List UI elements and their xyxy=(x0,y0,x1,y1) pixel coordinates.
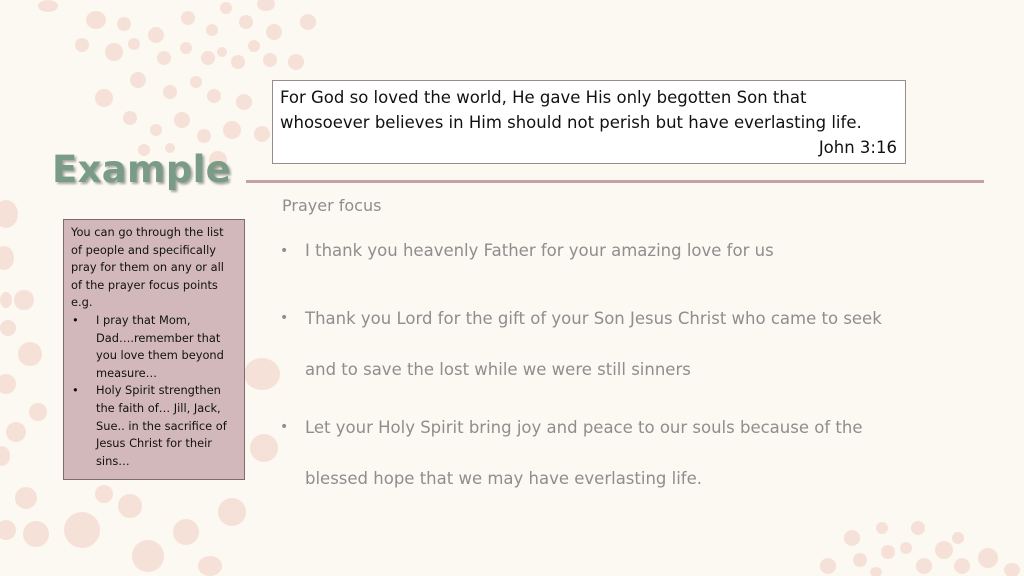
prayer-item-line: and to save the lost while we were still sinners xyxy=(305,360,691,379)
prayer-focus-list xyxy=(280,236,940,511)
verse-text-line-1: For God so loved the world, He gave His only begotten Son that xyxy=(280,88,807,107)
prayer-item xyxy=(280,236,940,266)
note-example-list xyxy=(71,312,238,470)
bullet-icon: • xyxy=(72,312,79,327)
divider-line xyxy=(246,180,984,183)
slide-title: Example xyxy=(52,148,232,191)
bullet-icon: • xyxy=(280,243,289,259)
prayer-item-line: blessed hope that we may have everlasting life. xyxy=(305,469,703,488)
bullet-icon: • xyxy=(280,419,289,435)
bullet-icon: • xyxy=(280,310,289,326)
note-item-text: I pray that Mom, Dad….remember that you love them beyond measure… xyxy=(96,312,224,380)
prayer-item-line: I thank you heavenly Father for your amazing love for us xyxy=(305,241,774,260)
prayer-item xyxy=(280,293,940,395)
verse-box xyxy=(272,80,906,164)
instruction-note-box xyxy=(63,219,245,480)
note-item-text: Holy Spirit strengthen the faith of… Jill, Jack, Sue.. in the sacrifice of Jesus Christ for their sins… xyxy=(96,383,227,468)
bullet-icon: • xyxy=(72,383,79,398)
note-list-item xyxy=(71,312,238,382)
verse-text-line-2: whosoever believes in Him should not perish but have everlasting life. xyxy=(280,113,862,132)
verse-reference: John 3:16 xyxy=(818,138,897,157)
prayer-item-line: Let your Holy Spirit bring joy and peace to our souls because of the xyxy=(305,418,863,437)
prayer-focus-heading: Prayer focus xyxy=(282,196,382,215)
note-list-item xyxy=(71,382,238,470)
prayer-item xyxy=(280,402,940,504)
note-intro: You can go through the list of people and specifically pray for them on any or all of the prayer focus points e.g. xyxy=(71,225,224,310)
prayer-item-line: Thank you Lord for the gift of your Son Jesus Christ who came to seek xyxy=(305,309,882,328)
